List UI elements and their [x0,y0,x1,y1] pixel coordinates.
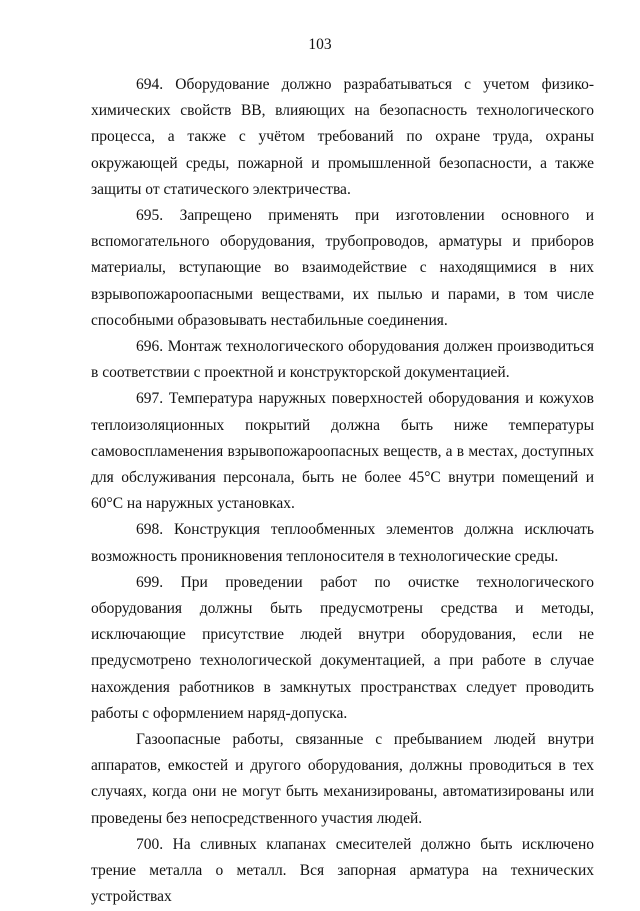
paragraph-697: 697. Температура наружных поверхностей оборудования и кожухов теплоизоляционных покрытий должна быть ниже температуры самовоспламенения взрывопожароопасных веществ, а в местах, доступных для обслуживания персонала, быть не более 45°С внутри помещений и 60°С на наружных установках. [91,390,594,513]
page-number: 103 [308,36,332,53]
paragraph-695: 695. Запрещено применять при изготовлении основного и вспомогательного оборудования, трубопроводов, арматуры и приборов материалы, вступающие во взаимодействие с находящимися в них взрывопожароопасными веществами, их пылью и парами, в том числе способными образовывать нестабильные соединения. [91,207,594,329]
paragraph-698: 698. Конструкция теплообменных элементов должна исключать возможность проникновения теплоносителя в технологические среды. [91,521,594,565]
paragraph-699: 699. При проведении работ по очистке технологического оборудования должны быть предусмотрены средства и методы, исключающие присутствие людей внутри оборудования, если не предусмотрено технологической документацией, а при работе в случае нахождения работников в замкнутых пространствах следует проводить работы с оформлением наряд-допуска. [91,573,594,722]
paragraph-gas-hazardous-work: Газоопасные работы, связанные с пребыванием людей внутри аппаратов, емкостей и другого оборудования, должны проводиться в тех случаях, когда они не могут быть механизированы, автоматизированы или проведены без непосредственного участия людей. [91,731,594,827]
paragraph-700: 700. На сливных клапанах смесителей должно быть исключено трение металла о металл. Вся запорная арматура на технических устройствах [91,835,594,906]
paragraph-694: 694. Оборудование должно разрабатываться с учетом физико-химических свойств ВВ, влияющих на безопасность технологического процесса, а также с учётом требований по охране труда, охраны окружающей среды, пожарной и промышленной безопасности, а также защиты от статического электричества. [91,76,594,198]
document-body [91,72,594,911]
paragraph-696: 696. Монтаж технологического оборудования должен производиться в соответствии с проектной и конструкторской документацией. [91,338,594,382]
